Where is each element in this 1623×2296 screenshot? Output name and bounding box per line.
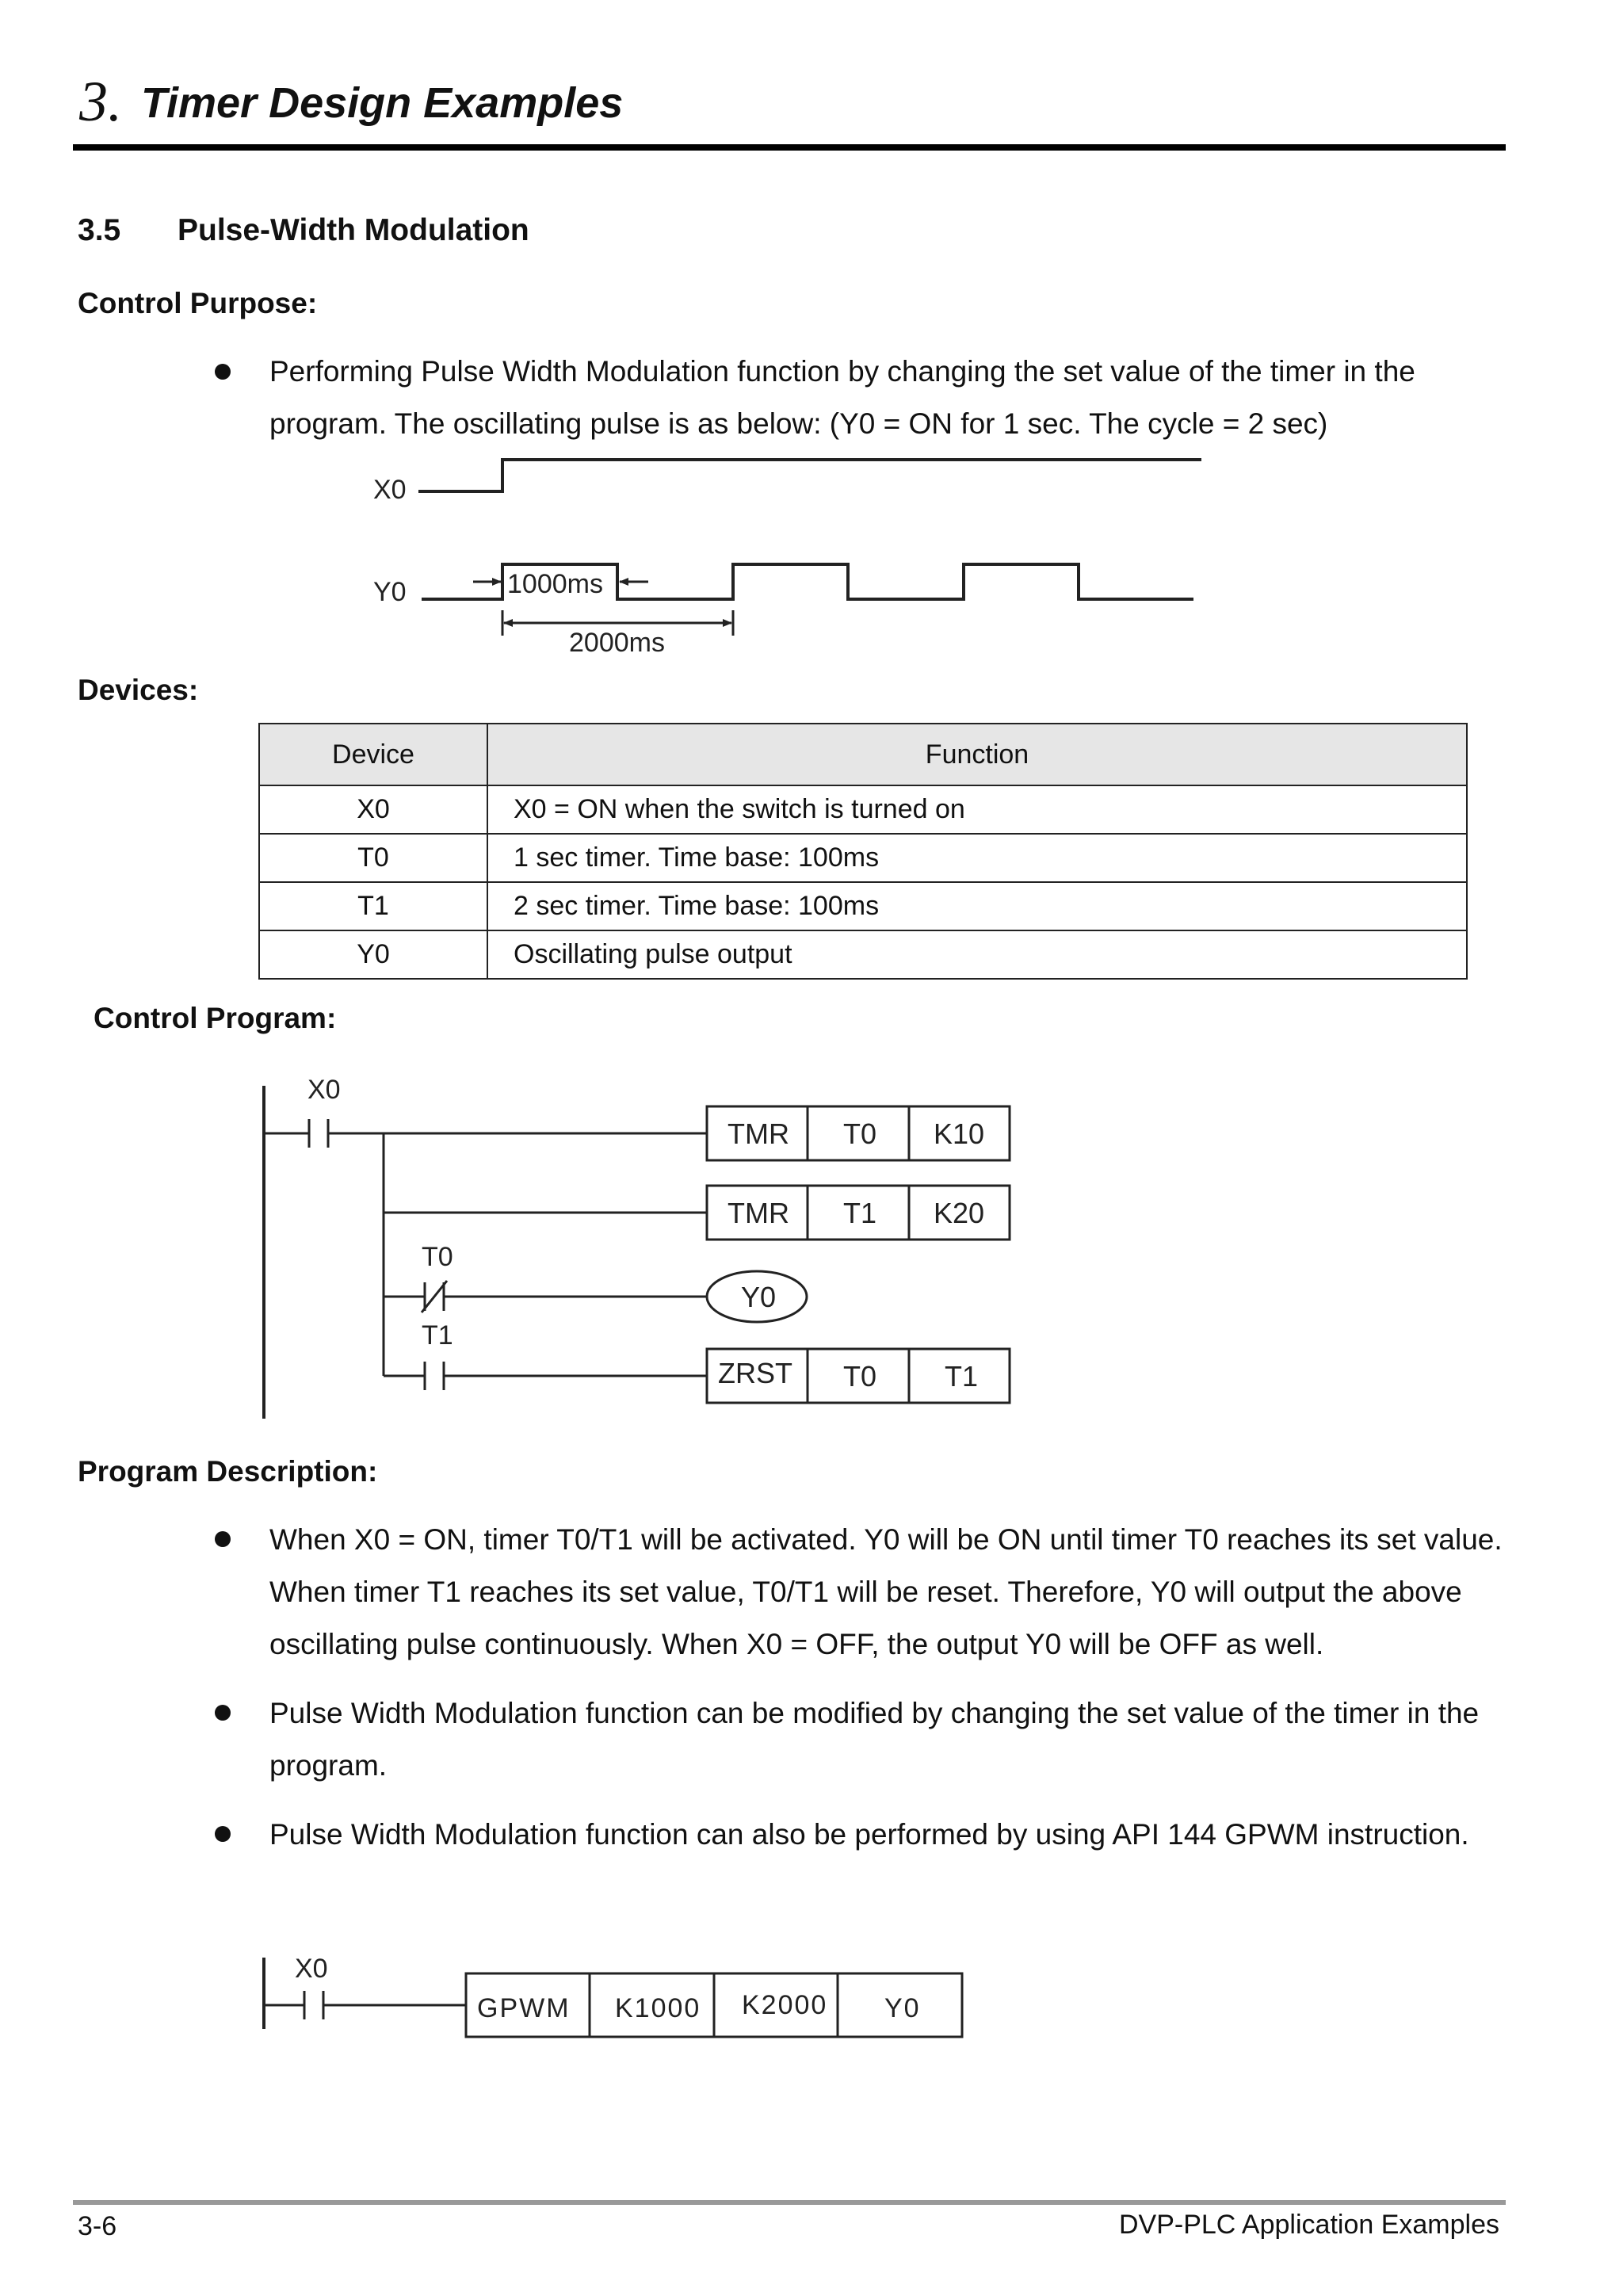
table-row xyxy=(259,882,1467,930)
rung4-arg2: T1 xyxy=(945,1360,979,1392)
description-paragraph-1: When X0 = ON, timer T0/T1 will be activated. Y0 will be ON until timer T0 reaches its set value. When timer T1 reaches its set value, T0/T1 will be reset. Therefore, Y0 will output the above oscillating pulse continuously. When X0 = OFF, the output Y0 will be OFF as well. xyxy=(269,1523,1503,1660)
on-time-label: 1000ms xyxy=(507,569,603,599)
cycle-label: 2000ms xyxy=(569,628,665,658)
program-description-heading: Program Description: xyxy=(78,1455,378,1488)
timing-diagram xyxy=(0,0,1623,682)
table-row xyxy=(259,834,1467,882)
table-row xyxy=(259,930,1467,979)
no-contact-icon xyxy=(425,1362,444,1390)
function-cell: 1 sec timer. Time base: 100ms xyxy=(487,834,1467,882)
bullet-icon xyxy=(215,1531,231,1547)
device-cell: Y0 xyxy=(259,930,487,979)
gpwm-op: GPWM xyxy=(477,1993,571,2023)
gpwm-arg2: K2000 xyxy=(742,1990,828,2020)
description-paragraph-2: Pulse Width Modulation function can be modified by changing the set value of the timer in the program. xyxy=(269,1697,1480,1782)
column-header-device: Device xyxy=(259,724,487,785)
contact-label-t1: T1 xyxy=(422,1320,453,1350)
ladder-diagram xyxy=(0,1062,1623,1427)
function-cell: X0 = ON when the switch is turned on xyxy=(487,785,1467,834)
control-purpose-heading: Control Purpose: xyxy=(78,287,318,319)
section-number: 3.5 xyxy=(78,213,121,247)
function-cell: 2 sec timer. Time base: 100ms xyxy=(487,882,1467,930)
section-title: Pulse-Width Modulation xyxy=(178,213,529,247)
table-header-row xyxy=(259,724,1467,785)
device-cell: T1 xyxy=(259,882,487,930)
gpwm-ladder-diagram xyxy=(0,1942,1623,2053)
bullet-icon xyxy=(215,1705,231,1721)
rung1-op: TMR xyxy=(727,1117,789,1150)
device-cell: T0 xyxy=(259,834,487,882)
coil-label: Y0 xyxy=(741,1281,777,1313)
manual-title: DVP-PLC Application Examples xyxy=(1118,2210,1499,2240)
device-cell: X0 xyxy=(259,785,487,834)
timing-label-x0: X0 xyxy=(373,475,407,505)
rung2-op: TMR xyxy=(727,1197,789,1229)
gpwm-arg3: Y0 xyxy=(884,1993,921,2023)
x0-waveform xyxy=(418,460,1201,491)
no-contact-icon xyxy=(309,1119,328,1148)
devices-table xyxy=(258,723,1468,980)
chapter-number: 3. xyxy=(79,70,122,133)
control-program-heading: Control Program: xyxy=(94,1002,337,1034)
devices-heading: Devices: xyxy=(78,674,199,706)
column-header-function: Function xyxy=(487,724,1467,785)
rung4-arg1: T0 xyxy=(843,1360,877,1392)
chapter-title: Timer Design Examples xyxy=(141,79,624,127)
rung1-arg1: T0 xyxy=(843,1117,877,1150)
rung2-arg1: T1 xyxy=(843,1197,877,1229)
description-paragraph-3: Pulse Width Modulation function can also be performed by using API 144 GPWM instruction. xyxy=(269,1818,1469,1851)
gpwm-contact-label: X0 xyxy=(295,1954,328,1984)
control-purpose-text: Performing Pulse Width Modulation function by changing the set value of the timer in the program. The oscillating pulse is as below: (Y0 = ON for 1 sec. The cycle = 2 sec) xyxy=(269,355,1415,440)
gpwm-arg1: K1000 xyxy=(615,1993,701,2023)
footer-rule xyxy=(73,2200,1506,2205)
table-row xyxy=(259,785,1467,834)
function-cell: Oscillating pulse output xyxy=(487,930,1467,979)
bullet-icon xyxy=(215,1826,231,1842)
rung2-arg2: K20 xyxy=(934,1197,985,1229)
nc-contact-icon xyxy=(422,1281,447,1312)
contact-label-x0: X0 xyxy=(307,1075,341,1105)
no-contact-icon xyxy=(304,1991,323,2019)
rung1-arg2: K10 xyxy=(934,1117,985,1150)
contact-label-t0: T0 xyxy=(422,1242,453,1272)
rung4-op: ZRST xyxy=(718,1357,792,1389)
timing-label-y0: Y0 xyxy=(373,577,407,607)
page-number: 3-6 xyxy=(78,2211,117,2241)
